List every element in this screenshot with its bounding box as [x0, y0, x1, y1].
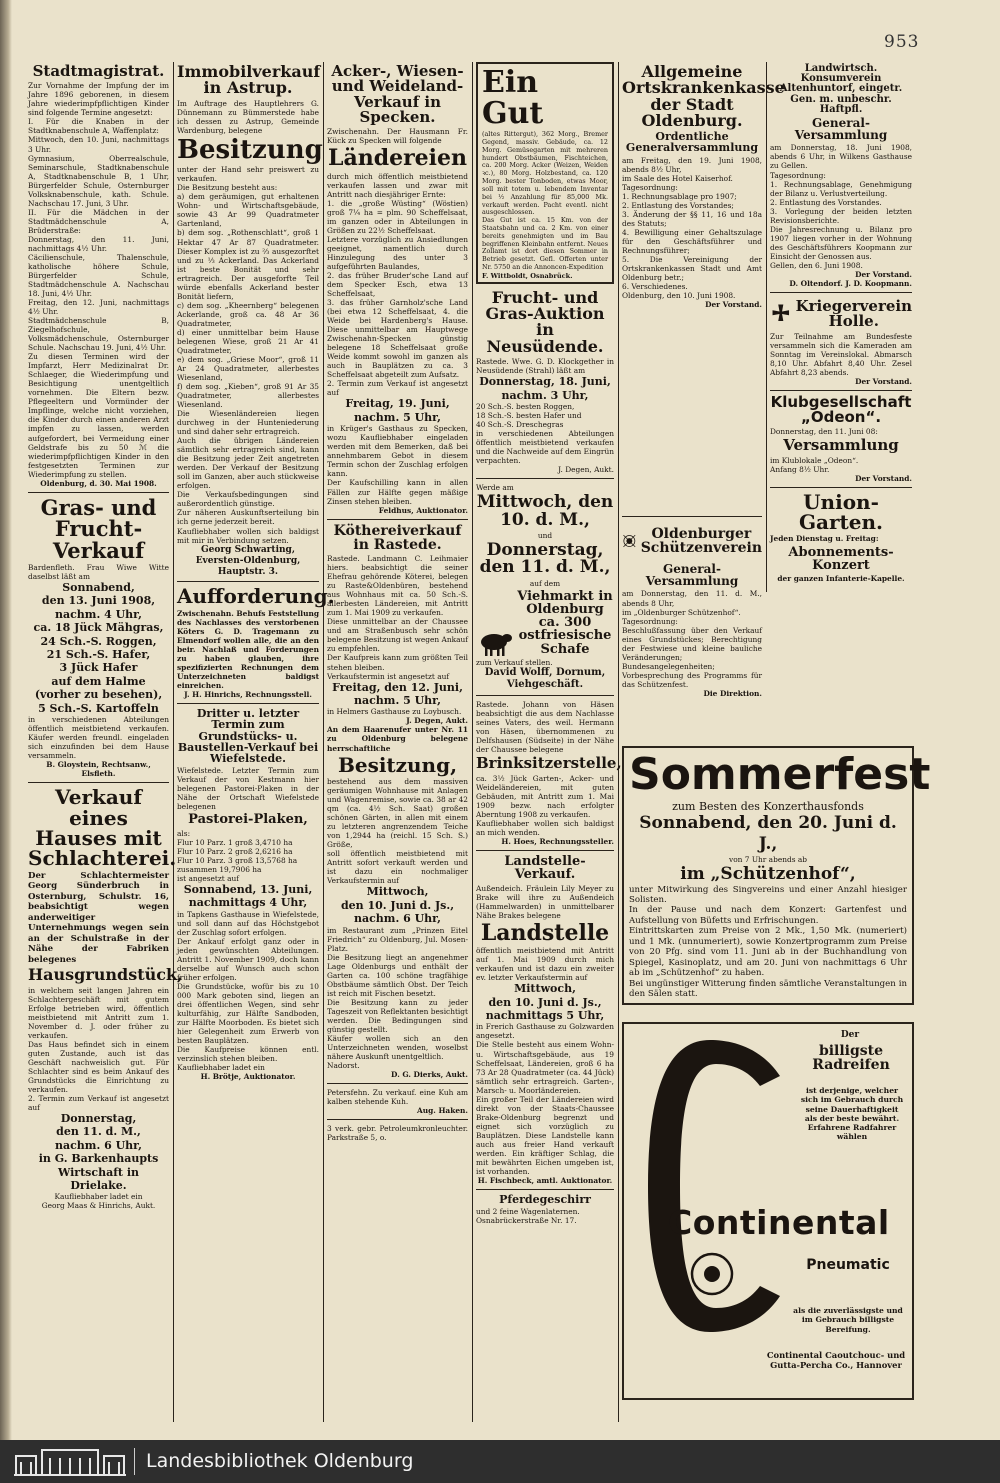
acker-verkauf-heading: Acker-, Wiesen- und Weideland-Verkauf in Specken. [331, 62, 464, 126]
baustellen-signature: H. Brötje, Auktionator. [200, 1072, 296, 1082]
impfung-signature: Oldenburg, d. 30. Mai 1908. [40, 478, 157, 488]
besitzung-haarenufer-heading: Besitzung, [337, 752, 458, 777]
haarenufer-text: bestehend aus dem massiven geräumigen Wohnhause mit Anlagen und Wagenremise, sowie ca. 38 ar 42 qm (ca. 4½ Sch. Saat) großen schönen Gärten, in allen mit einem zu letzteren angrenzendem Teiche von 1,2944 ha (reichl. 15 Sch. S.) Größe, soll öffentlich meistbietend mit Antritt sofort verkauft werden und ist dazu ein nochmaliger Verkaufstermin auf [327, 776, 468, 886]
frucht-gras-intro: Rastede. Wwe. G. D. Klockgether in Neusüdende (Strahl) läßt am [476, 357, 614, 376]
library-name: Landesbibliothek Oldenburg [146, 1450, 414, 1472]
frucht-gras-items: 20 Sch.-S. besten Roggen, 18 Sch.-S. besten Hafer und 40 Sch.-S. Dreschegras in verschiedenen Abteilungen öffentlich meistbietend verkaufen und die Nachweide auf dem Eingrün verpachten. [476, 401, 614, 466]
gras-frucht-text: in verschiedenen Abteilungen öffentlich meistbietend verkaufen. Käufer werden freundl. eingeladen sich einzufinden bei dem Hause versammeln. [28, 715, 169, 761]
koethereiverkauf-date: Freitag, den 12. Juni, nachm. 5 Uhr, [332, 680, 463, 707]
landstelle-details: in Frerich Gasthause zu Golzwarden angesetzt. Die Stelle besteht aus einem Wohn- u. Wirtschaftsgebäude, aus 19 Scheffelsaat, Ländereien, groß 6 ha 73 Ar 28 Quadratmeter (ca. 44 Jück) sämtlich sehr ertragreich. Garten-, Marsch- u. Moorländereien. Ein großer Teil der Ländereien wird direkt von der Staats-Chaussee Brake-Oldenburg begrenzt und eignet sich vorzüglich zu Bauplätzen. Diese Landstelle kann auch aus freier Hand verkauft werden. Ein kräftiger Schlag, die mit bewährten Eichen umgeben ist, ist vorhanden. [476, 1022, 614, 1176]
schafe-date-1: Mittwoch, den 10. d. M., [476, 492, 614, 530]
baustellen-parcels: als: Flur 10 Parz. 1 groß 3,4710 ha Flur 10 Parz. 2 groß 2,6216 ha Flur 10 Parz. 3 groß 13,5768 ha zusammen 19,7906 ha ist angesetzt auf [177, 828, 298, 883]
divider [770, 390, 912, 391]
continental-headline: billigste Radreifen [812, 1043, 890, 1074]
landstelle-verkauf-heading: Landstelle-Verkauf. [504, 854, 586, 883]
iron-cross-icon [770, 297, 792, 331]
column-4 [476, 62, 622, 1226]
impfung-text: Zur Vornahme der Impfung der im Jahre 1896 geborenen, in diesem Jahre wiederimpfpflichtigen Kinder sind folgende Termine angesetzt: I. Für die Knaben in der Stadtknabenschule A, Waffenplatz: Mittwoch, den 10. Juni, nachmittags 3 Uhr. Gymnasium, Oberrealschule, Seminarschule, Stadtknabenschule A, Stadtknabenschule B, 1 Uhr, Bürgerfelder Schule, Osternburger Volksknabenschule, kath. Schule. Nachschau 17. Juni, 3 Uhr. II. Für die Mädchen in der Stadtmädchenschule A, Brüderstraße: Donnerstag, den 11. Juni, nachmittags 4½ Uhr. Cäcilienschule, Thalenschule, katholische höhere Schule, Bürgerfelder Schule, Stadtmädchenschule A. Nachschau 18. Juni, 4½ Uhr. Freitag, den 12. Juni, nachmittags 4½ Uhr. Stadtmädchenschule B, Ziegelhofschule, Volksmädchenschule, Osternburger Schule. Nachschau 19. Juni, 4½ Uhr. Zu diesen Terminen wird der Impfarzt, Herr Medizinalrat Dr. Schlaeger, die Wiederimpfung und Besichtigung unentgeltlich vornehmen. Die Eltern bezw. Pflegeeltern und Vormünder der Impflinge, welche nicht vorziehen, die Kinder durch einen anderen Arzt impfen zu lassen, werden aufgefordert, bei Vermeidung einer Geldstrafe bis zu 50 ℳ die wiederimpfpflichtigen Kinder in den festgesetzten Terminen zur Wiederimpfung zu stellen. [28, 81, 169, 479]
laendereien-heading: Ländereien [327, 145, 468, 172]
library-footer [0, 1440, 1000, 1483]
divider [622, 516, 762, 517]
aufforderung-text: Zwischenahn. Behufs Feststellung des Nachlasses des verstorbenen Köters G. D. Tragemann zu Elmendorf wollen alle, die an den beir. Nachlaß und Forderungen zu haben glauben, ihre spezifizierten Rechnungen dem Unterzeichneten baldigst einreichen. [177, 608, 319, 691]
sommerfest-ad [622, 746, 931, 1005]
odeon-heading: Klubgesellschaft „Odeon“. [770, 392, 912, 426]
schafe-place-intro: auf dem [529, 578, 561, 588]
odeon-date: Donnerstag, den 11. Juni 08: [770, 427, 878, 437]
divider [177, 703, 319, 704]
acker-verkauf-text: durch mich öffentlich meistbietend verkaufen lassen und zwar mit Antritt nach diesjähriger Ernte: 1. die „große Wüsting“ (Wöstien) groß 7¼ ha = plm. 90 Scheffelsaat, im ganzen oder in Abteilungen in Größen zu 22½ Scheffelsaat. Letztere vorzüglich zu Ansiedlungen geeignet, namentlich durch Hinzulegung des unter 3 aufgeführten Baulandes, 2. das früher Bruder'sche Land auf dem Specker Esch, etwa 13 Scheffelsaat, 3. das früher Garnholz'sche Land (bei etwa 12 Scheffelsaat, 4. die Weide bei Hardenberg's Hause. Diese unmittelbar am Hauptwege Zwischenahn-Specken günstig belegene 18 Scheffelsaat große Weide kommt sowohl im ganzen als auch in Bauplätzen zu ca. 3 Scheffelsaat abgeteilt zum Aufsatz. 2. Termin zum Verkauf ist angesetzt auf [327, 171, 468, 398]
continental-ad [622, 1022, 914, 1400]
konsumverein-signature: Der Vorstand. D. Oltendorf. J. D. Koopmann. [789, 269, 912, 288]
column-2 [177, 62, 335, 1082]
immobilverkauf-heading: Immobilverkauf in Astrup. [177, 62, 321, 98]
divider [476, 478, 614, 479]
koethereiverkauf-place: in Helmers Gasthause zu Loybusch. [327, 707, 462, 717]
kriegerverein-text: Zur Teilnahme am Bundesfeste versammeln sich die Kameraden am Sonntag im Vereinslokal. Abmarsch 8,10 Uhr. Abfahrt 8,40 Uhr. Zesel Abfahrt 8,23 abends. [770, 331, 912, 377]
schuetzenverein-signature: Die Direktion. [703, 688, 762, 698]
konsumverein-versammlung-heading: General-Versammlung [794, 115, 888, 143]
kriegerverein-heading: Kriegerverein Holle. [795, 296, 912, 331]
landstelle-signature: H. Fischbeck, amtl. Auktionator. [477, 1175, 613, 1185]
odeon-text: im Klublokale „Odeon“. Anfang 8½ Uhr. [770, 455, 859, 474]
haarenufer-date: Mittwoch, den 10. Juni d. Js., nachm. 6 Uhr, [340, 885, 455, 926]
sommerfest-purpose: zum Besten des Konzerthausfonds [672, 799, 864, 813]
kuh-verkauf-text: Petersfehn. Zu verkauf. eine Kuh am kalben stehende Kuh. [327, 1088, 468, 1107]
shooting-club-emblem-icon [622, 521, 637, 561]
landstelle-date: Mittwoch, den 10. Juni d. Js., nachmittags 5 Uhr, [485, 982, 605, 1023]
continental-slogan: als die zuverlässigste und im Gebrauch billigste Bereifung. [793, 1306, 903, 1334]
page-number: 953 [884, 32, 920, 52]
union-garten-kapelle: der ganzen Infanterie-Kapelle. [777, 574, 905, 584]
aufforderung-signature: J. H. Hinrichs, Rechnungsstell. [184, 690, 312, 700]
column-rule [472, 62, 473, 1422]
frucht-gras-signature: J. Degen, Aukt. [558, 465, 614, 475]
union-garten-heading: Union-Garten. [798, 489, 884, 535]
haarenufer-signature: D. G. Dierks, Aukt. [391, 1070, 468, 1080]
gras-frucht-intro: Bardenfleth. Frau Wiwe Witte daselbst läßt am [28, 562, 169, 581]
frucht-gras-date: Donnerstag, 18. Juni, nachm. 3 Uhr, [479, 375, 611, 402]
kuh-verkauf-signature: Aug. Haken. [417, 1106, 468, 1116]
divider [28, 782, 169, 783]
schafe-signature: David Wolff, Dornum, Viehgeschäft. [484, 666, 606, 691]
haus-verkauf-intro: Der Schlachtermeister Georg Sünderbruch in Osternburg, Schulstr. 16, beabsichtigt wegen anderweitiger Unternehmungs wegen sein an der Schulstraße in der Nähe der Fabriken belegenes [28, 870, 169, 965]
brinksitzer-signature: H. Hoes, Rechnungssteller. [501, 836, 614, 846]
continental-pneumatic: Pneumatic [806, 1257, 890, 1273]
baustellen-date: Sonnabend, 13. Juni, nachmittags 4 Uhr, [183, 882, 313, 910]
acker-verkauf-signature: Feldhus, Auktionator. [378, 505, 468, 515]
continental-der: Der [840, 1030, 860, 1040]
library-building-logo-icon [12, 1444, 128, 1478]
besitzung-heading: Besitzung [177, 134, 323, 165]
schuetzenverein-header [622, 521, 762, 561]
column-rule [323, 62, 324, 1422]
baustellen-heading: Dritter u. letzter Termin zum Grundstücks- u. Baustellen-Verkauf bei Wiefelstede. [177, 707, 319, 766]
kronleuchter-text: 3 verk. gebr. Petroleumkronleuchter. Parkstraße 5, o. [327, 1124, 468, 1143]
landstelle-text: öffentlich meistbietend mit Antritt auf 1. Mai 1909 durch mich verkaufen und ist dazu ein zweiter ev. letzter Verkaufstermin auf [476, 946, 614, 983]
ortskrankenkasse-text: am Freitag, den 19. Juni 1908, abends 8½ Uhr, im Saale des Hotel Kaiserhof. Tagesordnung: 1. Rechnungsablage pro 1907; 2. Entlastung des Vorstandes; 3. Änderung der §§ 11, 16 und 18a des Statuts; 4. Bewilligung einer Gehaltszulage für den Geschäftsführer und Rechnungsführer; 5. Die Vereinigung der Ortskrankenkassen Stadt und Amt Oldenburg betr.; 6. Verschiedenes. Oldenburg, den 10. Juni 1908. [622, 155, 762, 301]
landstelle-intro: Außendeich. Fräulein Lily Meyer zu Brake will ihre zu Außendeich (Hammelwarden) in unmittelbarer Nähe Brakes belegene [476, 883, 614, 920]
union-garten-days: Jeden Dienstag u. Freitag: [770, 534, 879, 544]
gut-ad [476, 62, 614, 284]
brinksitzer-text: ca. 3½ Jück Garten-, Acker- und Weideländereien, mit guten Gebäuden, mit Antritt zum 1. Mai 1909 bezw. nach erfolgter Aberntung 1908 zu verkaufen. Kaufliebhaber wollen sich baldigst an mich wenden. [476, 773, 614, 837]
schafe-text: zum Verkauf stellen. [476, 657, 553, 667]
kriegerverein-header [770, 297, 912, 332]
koethereiverkauf-text: Rastede. Landmann C. Leihmaier hiers. beabsichtigt die seiner Ehefrau gehörende Köterei, belegen zu Raste&Oldenbüren, bestehend aus Wohnhaus mit ca. 50 Sch.-S. allerbesten Ländereien, mit Antritt zum 1. Mai 1909 zu verkaufen. Diese unmittelbar an der Chaussee und am Straßenbusch sehr schön belegene Besitzung ist wegen Ankauf zu empfehlen. Der Kaufpreis kann zum größten Teil stehen bleiben. Verkaufstermin ist angesetzt auf [327, 554, 468, 681]
continental-company: Continental Caoutchouc- und Gutta-Percha Co., Hannover [766, 1350, 906, 1371]
column-rule [766, 62, 767, 592]
ortskrankenkasse-heading: Allgemeine Ortskrankenkasse der Stadt Oldenburg. [622, 62, 785, 130]
sommerfest-date: Sonnabend, den 20. Juni d. J., [639, 813, 897, 855]
stadtmagistrat-heading: Stadtmagistrat. [32, 62, 165, 80]
page-gutter [0, 0, 12, 1440]
column-1 [28, 62, 183, 1211]
ortskrankenkasse-ad [622, 62, 785, 310]
schuetzenverein-versammlung-heading: General-Versammlung [645, 562, 739, 589]
immobilverkauf-intro: Im Auftrage des Hauptlehrers G. Dünnemann zu Bümmerstede habe ich dessen zu Astrup, Gemeinde Wardenburg, belegene [177, 98, 319, 135]
konsumverein-text: am Donnerstag, 18. Juni 1908, abends 6 Uhr, in Wilkens Gasthause zu Gellen. Tagesordnung: 1. Rechnungsablage, Genehmigung der Bilanz u. Verlustverteilung. 2. Entlastung des Vorstandes. 3. Vorlegung der beiden letzten Revisionsberichte. Die Jahresrechnung u. Bilanz pro 1907 liegen vorher in der Wohnung des Geschäftsführers Koopmann zur Einsicht der Genossen aus. Gellen, den 6. Juni 1908. [770, 143, 912, 270]
divider [327, 1083, 468, 1084]
divider [28, 492, 169, 493]
continental-c-logo-icon [640, 1036, 790, 1336]
divider [327, 519, 468, 520]
column-rule [173, 62, 174, 1422]
footer-separator [134, 1448, 135, 1475]
sommerfest-heading: Sommerfest [629, 749, 931, 800]
odeon-versammlung-heading: Versammlung [783, 436, 899, 455]
acker-verkauf-date: Freitag, 19. Juni, nachm. 5 Uhr, [345, 397, 450, 424]
divider [327, 1119, 468, 1120]
ein-gut-heading: Ein Gut [482, 65, 544, 131]
schuetzenverein-ad [622, 512, 762, 698]
sheep-icon [476, 628, 514, 658]
acker-verkauf-intro: Zwischenahn. Der Hausmann Fr. Kück zu Specken will folgende [327, 127, 468, 146]
haus-verkauf-signature: Kaufliebhaber ladet ein Georg Maas & Hinrichs, Aukt. [41, 1192, 156, 1211]
ein-gut-text: (altes Rittergut), 362 Morg., Bremer Gegend, massiv. Gebäude, ca. 12 Morg. Gemüsegarten mit mehreren hundert Obstbäumen, Fischteichen, ca. 200 Morg. Acker (Weizen, Weiden ꝛc.), 80 Morg. Holzbestand, ca. 120 Morg. bester Tonboden, etwas Moor, soll mit totem u. lebendem Inventar bei ½ Anzahlung für 85,000 Mk. verkauft werden. Pacht eventl. nicht ausgeschlossen. Das Gut ist ca. 15 Km. von der Staatsbahn und ca. 2 Km. von einer bereits genehmigten und im Bau begriffenen Kleinbahn entfernt. Neues Zollamt ist dort diesen Sommer in Betrieb gesetzt. Gefl. Offerten unter Nr. 5750 an die Annoncen-Expedition [482, 130, 608, 271]
schafe-and: und [537, 530, 553, 540]
pferdegeschirr-text: und 2 feine Wagenlaternen. Osnabrückerstraße Nr. 17. [476, 1207, 580, 1226]
continental-brand: Continental [668, 1203, 890, 1242]
konsumverein-heading: Landwirtsch. Konsumverein Altenhuntorf, eingetr. Gen. m. unbeschr. Haftpfl. [779, 63, 903, 115]
frucht-gras-auktion-heading: Frucht- und Gras-Auktion in Neusüdende. [485, 287, 605, 356]
brinksitzer-intro: Rastede. Johann von Häsen beabsichtigt die aus dem Nachlasse seines Vaters, des weil. Hermann von Häsen, übernommenen zu Delfshausen (Südseite) in der Nähe der Chaussee belegene [476, 700, 614, 755]
haus-verkauf-heading: Verkauf eines Hauses mit Schlachterei. [28, 785, 177, 871]
schafe-intro: Werde am [476, 483, 514, 493]
schafe-heading: Viehmarkt in Oldenburg ca. 300 ostfriesische Schafe [517, 588, 613, 657]
union-garten-konzert-heading: Abonnements-Konzert [788, 544, 894, 573]
divider [476, 695, 614, 696]
divider [476, 850, 614, 851]
sommerfest-text: unter Mitwirkung des Singvereins und einer Anzahl hiesiger Solisten. In der Pause und nach dem Konzert: Gartenfest und Aufstellung von Büfetts und Erfrischungen. Eintrittskarten zum Preise von 2 Mk., 1,50 Mk. (numeriert) und 1 Mk. (unnumeriert), sowie Konzertprogramm zum Preise von 20 Pfg. sind vom 11. Juni ab in der Buchhandlung von Spiegel, Kasinoplatz, und am 20. Juni von nachmittags 6 Uhr ab im „Schützenhof“ zu haben. Bei ungünstiger Witterung finden sämtliche Veranstaltungen in den Sälen statt. [629, 884, 907, 1000]
schuetzenverein-text: am Donnerstag, den 11. d. M., abends 8 Uhr, im „Oldenburger Schützenhof“. Tagesordnung: Beschlußfassung über den Verkauf eines Grundstückes; Berechtigung der Festwiese und kleine bauliche Veränderungen; Bundesangelegenheiten; Vorbesprechung des Programms für das Schützenfest. [622, 589, 762, 689]
ortskrankenkasse-signature: Der Vorstand. [705, 300, 762, 310]
divider [770, 292, 912, 293]
baustellen-intro: Wiefelstede. Letzter Termin zum Verkauf der von Kestmann hier belegenen Pastorei-Plaken in der Nähe der Ortschaft Wiefelstede belegenen [177, 766, 319, 812]
ein-gut-signature: F. Wittboldt, Osnabrück. [482, 271, 573, 280]
sommerfest-time: von 7 Uhr abends ab [729, 854, 807, 864]
sommerfest-venue: im „Schützenhof“, [680, 863, 856, 884]
column-5 [770, 62, 912, 583]
schafe-block [476, 588, 614, 658]
baustellen-text: in Tapkens Gasthause in Wiefelstede, und soll dann auf das Höchstgebot der Zuschlag sofort erfolgen. Der Ankauf erfolgt ganz oder in jeden gewünschten Abteilungen. Antritt 1. November 1909, doch kann derselbe auf Wunsch auch schon früher erfolgen. Die Grundstücke, wofür bis zu 10 000 Mark geboten sind, liegen an drei öffentlichen Wegen, sind sehr kulturfähig, zur Hälfte Sandboden, zur Hälfte Moorboden. Es bietet sich hier Gelegenheit zum Erwerb von besten Bauplätzen. Die Kaufpreise können entl. verzinslich stehen bleiben. Kaufliebhaber ladet ein [177, 909, 319, 1073]
schuetzenverein-heading: Oldenburger Schützenverein [640, 525, 763, 556]
continental-text: ist derjenige, welcher sich im Gebrauch durch seine Dauerhaftigkeit als der beste bewährt. Erfahrene Radfahrer wählen [800, 1086, 904, 1142]
haarenufer-details: im Restaurant zum „Prinzen Eitel Friedrich“ zu Oldenburg, Jul. Mosen-Platz. Die Besitzung liegt an angenehmer Lage Oldenburgs und enthält der Garten ca. 100 schöne tragfähige Obstbäume sämtlich Obst. Der Teich ist reich mit Fischen besetzt. Die Besitzung kann zu jeder Tageszeit von Reflektanten besichtigt werden. Die Bedingungen sind günstig gestellt. Käufer wollen sich an den Unterzeichneten wenden, woselbst nähere Auskunft unentgeltlich. Nadorst. [327, 925, 468, 1070]
gras-frucht-heading: Gras- und Frucht-Verkauf [40, 494, 157, 563]
haus-verkauf-date: Donnerstag, den 11. d. M., nachm. 6 Uhr, in G. Barkenhaupts Wirtschaft in Drielake. [38, 1111, 159, 1192]
odeon-signature: Der Vorstand. [855, 473, 912, 483]
aufforderung-heading: Aufforderung. [177, 584, 335, 609]
immobilverkauf-signature: Georg Schwarting, Eversten-Oldenburg, Hauptstr. 3. [195, 544, 301, 577]
koethereiverkauf-signature: J. Degen, Aukt. [406, 716, 468, 726]
column-3 [327, 62, 468, 1142]
hausgrundstueck-heading: Hausgrundstück, [28, 965, 183, 985]
pferdegeschirr-heading: Pferdegeschirr [499, 1192, 591, 1206]
landstelle-heading: Landstelle [480, 919, 610, 946]
gras-frucht-signature: B. Gloystein, Rechtsanw., Elsfleth. [46, 760, 151, 779]
gras-frucht-items: Sonnabend, den 13. Juni 1908, nachm. 4 Uhr, ca. 18 Jück Mähgras, 24 Sch.-S. Roggen, 21 Sch.-S. Hafer, 3 Jück Hafer auf dem Halme (vorher zu besehen), 5 Sch.-S. Kartoffeln [33, 580, 164, 715]
kriegerverein-signature: Der Vorstand. [855, 376, 912, 386]
schafe-date-2: Donnerstag, den 11. d. M., [479, 539, 611, 578]
divider [476, 1189, 614, 1190]
haus-verkauf-text: in welchem seit langen Jahren ein Schlachtergeschäft mit gutem Erfolge betrieben wird, öffentlich meistbietend mit Antritt zum 1. November d. J. oder früher zu verkaufen. Das Haus befindet sich in einem guten Zustande, auch ist das Geschäft nachweislich gut. Für Schlachter sind es beim Ankauf des Grundstücks die Einrichtung zu verkaufen. 2. Termin zum Verkauf ist angesetzt auf [28, 985, 169, 1112]
continental-box [622, 1022, 914, 1400]
divider [770, 487, 912, 488]
immobilverkauf-text: unter der Hand sehr preiswert zu verkaufen. Die Besitzung besteht aus: a) dem geräumigen, gut erhaltenen Wohn- und Wirtschaftsgebäude, sowie 43 Ar 99 Quadratmeter Gartenland, b) dem sog. „Rothenschlatt“, groß 1 Hektar 47 Ar 87 Quadratmeter. Dieser Komplex ist zu ⅔ ausgezorftet und zu ⅓ Ackerland. Das Ackerland ist beste Bonität und sehr ertragreich. Der ausgeforfte Teil würde ebenfalls Ackerland bester Bonität liefern, c) dem sog. „Kheernberg“ belegenen Ackerlande, groß ca. 48 Ar 36 Quadratmeter, d) einer unmittelbar beim Hause belegenen Wiese, groß 21 Ar 41 Quadratmeter, e) dem sog. „Griese Moor“, groß 11 Ar 24 Quadratmeter, allerbestes Wiesenland, f) dem sog. „Kieben“, groß 91 Ar 35 Quadratmeter, allerbestes Wiesenland. Die Wiesenländereien liegen durchweg in der Hunteniederung und sind daher sehr ertragreich. Auch die übrigen Ländereien sämtlich sehr ertragreich sind, kann die Besitzung jeder Zeit angetreten werden. Der Verkauf der Besitzung soll im Ganzen, aber auch stückweise erfolgen. Die Verkaufsbedingungen sind außerordentlich günstige. Zur näheren Auskunftserteilung bin ich gerne jederzeit bereit. Kaufliebhaber wollen sich baldigst mit mir in Verbindung setzen. [177, 165, 319, 545]
sommerfest-box [622, 746, 931, 1005]
ortskrankenkasse-versammlung-heading: Ordentliche Generalversammlung [625, 130, 759, 155]
brinksitzerstelle-heading: Brinksitzerstelle, [476, 754, 622, 773]
divider [177, 581, 319, 582]
pastorei-plaken-heading: Pastorei-Plaken, [188, 812, 308, 828]
koethereiverkauf-heading: Köthereiverkauf in Rastede. [333, 522, 462, 553]
column-rule [618, 62, 619, 1422]
acker-verkauf-terms: in Krüger's Gasthaus zu Specken, wozu Kaufliebhaber eingeladen werden mit dem Bemerken, daß bei annehmbarem Gebot in diesem Termin schon der Zuschlag erfolgen kann. Der Kaufschilling kann in allen Fällen zur Hälfte gegen mäßige Zinsen stehen bleiben. [327, 424, 468, 506]
haarenufer-intro: An dem Haarenufer unter Nr. 11 zu Oldenburg belegene herrschaftliche [327, 725, 468, 753]
